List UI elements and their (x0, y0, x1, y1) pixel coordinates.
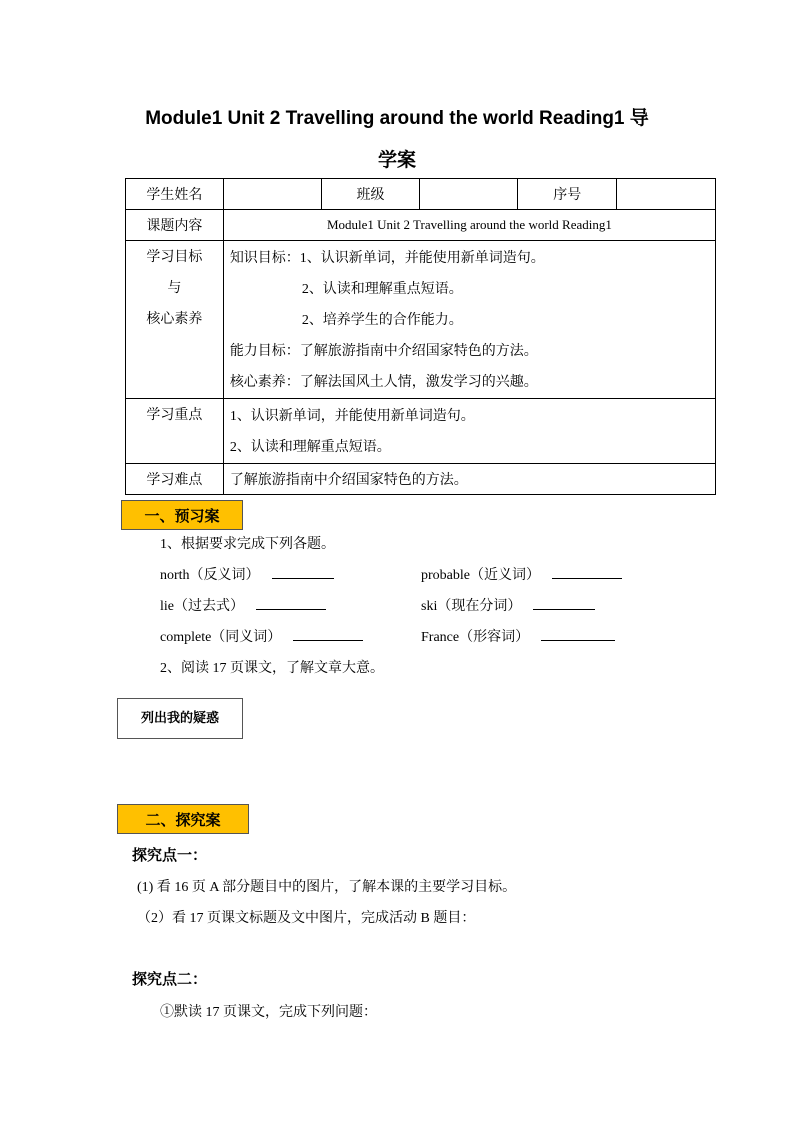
focus-line: 1、认识新单词，并能使用新单词造句。 (229, 409, 475, 424)
focus-line: 2、认读和理解重点短语。 (229, 440, 391, 455)
topic-value: Module1 Unit 2 Travelling around the world Reading1 (223, 210, 715, 241)
answer-blank[interactable] (541, 626, 615, 641)
explore-point1-title: 探究点一： (132, 846, 208, 864)
seq-field[interactable] (617, 179, 716, 210)
goal-line: 核心素养：了解法国风土人情，激发学习的兴趣。 (229, 375, 538, 390)
preview-task2: 2、阅读 17 页课文，了解文章大意。 (160, 661, 384, 676)
seq-label: 序号 (518, 179, 617, 210)
vocab-item-complete (160, 626, 363, 646)
focus-label: 学习重点 (146, 408, 203, 423)
goal-line: 2、认读和理解重点短语。 (301, 282, 463, 297)
focus-content-cell (223, 399, 715, 464)
goal-line: 知识目标：1、认识新单词，并能使用新单词造句。 (229, 251, 545, 266)
topic-label: 课题内容 (126, 210, 224, 241)
vocab-prompt: lie（过去式） (160, 599, 244, 614)
answer-blank[interactable] (256, 595, 326, 610)
answer-blank[interactable] (552, 564, 622, 579)
student-name-label: 学生姓名 (126, 179, 224, 210)
vocab-item-north (160, 564, 334, 584)
preview-section-header: 一、预习案 (121, 500, 243, 530)
vocab-prompt: ski（现在分词） (421, 599, 522, 614)
explore-point1-item: （2）看 17 页课文标题及文中图片，完成活动 B 题目： (137, 911, 476, 926)
answer-blank[interactable] (533, 595, 595, 610)
vocab-item-ski (421, 595, 595, 615)
vocab-item-france (421, 626, 615, 646)
explore-point1-item: (1) 看 16 页 A 部分题目中的图片，了解本课的主要学习目标。 (137, 880, 517, 895)
vocab-item-lie (160, 595, 326, 615)
goal-line: 能力目标：了解旅游指南中介绍国家特色的方法。 (229, 344, 538, 359)
goal-line: 2、培养学生的合作能力。 (301, 313, 463, 328)
goals-label-line: 与 (167, 281, 182, 296)
vocab-prompt: France（形容词） (421, 630, 530, 645)
goals-label-cell (126, 241, 224, 399)
focus-label-cell (126, 399, 224, 464)
explore-point2-title: 探究点二： (132, 970, 208, 988)
preview-task1: 1、根据要求完成下列各题。 (160, 537, 335, 552)
class-field[interactable] (420, 179, 518, 210)
lesson-info-table (125, 178, 716, 495)
difficulty-label: 学习难点 (126, 464, 224, 495)
explore-point2-item: ①默读 17 页课文，完成下列问题： (160, 1005, 377, 1020)
explore-section-header: 二、探究案 (117, 804, 249, 834)
vocab-item-probable (421, 564, 622, 584)
answer-blank[interactable] (272, 564, 334, 579)
student-name-field[interactable] (223, 179, 321, 210)
class-label: 班级 (321, 179, 420, 210)
document-title-line1: Module1 Unit 2 Travelling around the world Reading1 导 (145, 108, 649, 129)
vocab-prompt: complete（同义词） (160, 630, 282, 645)
difficulty-value: 了解旅游指南中介绍国家特色的方法。 (223, 464, 715, 495)
vocab-prompt: probable（近义词） (421, 568, 540, 583)
goals-label-line: 核心素养 (146, 312, 203, 327)
goals-content-cell (223, 241, 715, 399)
vocab-prompt: north（反义词） (160, 568, 260, 583)
answer-blank[interactable] (293, 626, 363, 641)
doubts-box: 列出我的疑惑 (117, 698, 243, 739)
goals-label-line: 学习目标 (146, 250, 203, 265)
document-title-line2: 学案 (377, 149, 416, 171)
